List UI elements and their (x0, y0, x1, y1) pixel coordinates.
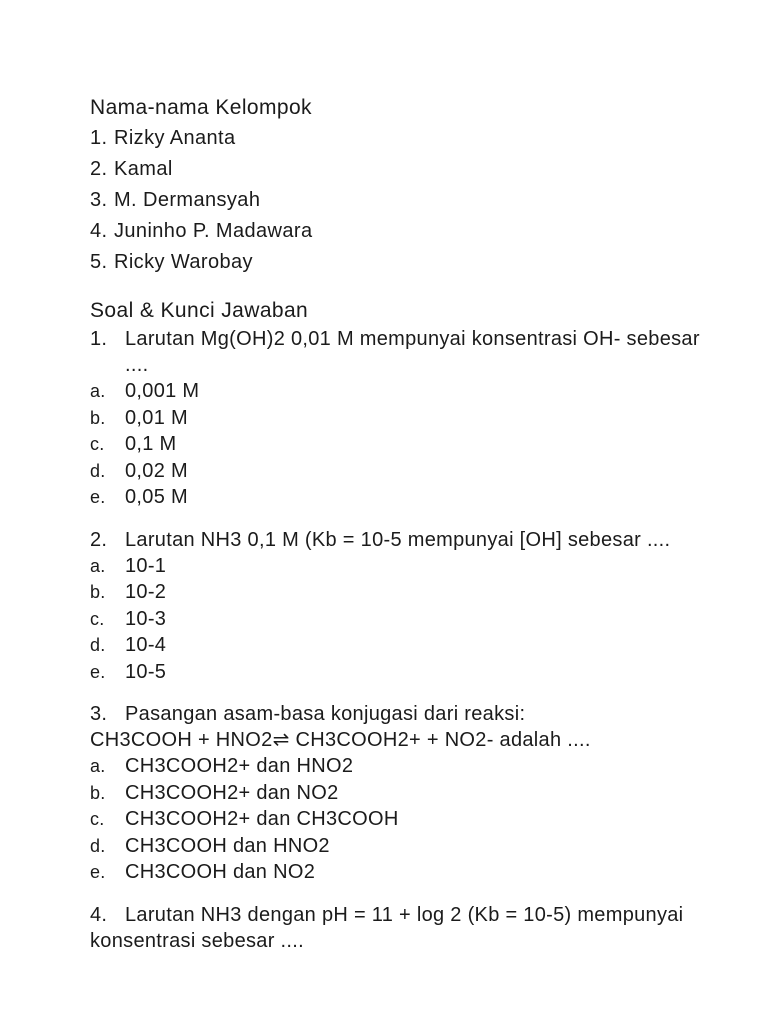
question-3-line (90, 701, 708, 727)
option-letter: a. (90, 555, 106, 576)
question-2-option-d (90, 632, 708, 659)
option-text: CH3COOH2+ dan NO2 (125, 781, 339, 804)
option-letter: d. (90, 835, 106, 856)
member-item (90, 247, 708, 278)
question-3-option-c (90, 806, 708, 833)
option-text: CH3COOH2+ dan CH3COOH (125, 808, 399, 830)
member-name: Kamal (114, 158, 173, 180)
option-text: 10-5 (125, 660, 167, 683)
member-number: 5. (90, 251, 108, 273)
question-4-line (90, 902, 708, 928)
question-2-option-b (90, 579, 708, 606)
question-2-option-e (90, 659, 708, 686)
member-name: Juninho P. Madawara (114, 220, 313, 242)
option-text: 10-3 (125, 607, 167, 630)
question-1-line (90, 326, 708, 378)
member-name: Ricky Warobay (114, 251, 253, 273)
section-title: Soal & Kunci Jawaban (90, 299, 309, 322)
member-item (90, 216, 708, 247)
option-letter: c. (90, 434, 105, 454)
member-item (90, 185, 708, 216)
question-3-option-e (90, 859, 708, 886)
member-item (90, 154, 708, 185)
question-1-option-d (90, 458, 708, 485)
option-letter: c. (90, 809, 105, 829)
option-text: CH3COOH dan NO2 (125, 861, 316, 883)
question-1 (90, 326, 708, 511)
option-text: 0,05 M (125, 486, 188, 508)
option-letter: a. (90, 756, 106, 776)
option-letter: a. (90, 381, 106, 401)
option-letter: d. (90, 460, 106, 481)
option-text: 10-1 (125, 554, 167, 577)
option-letter: e. (90, 862, 106, 882)
group-header: Nama-nama Kelompok (90, 96, 312, 119)
option-text: 10-4 (125, 634, 167, 656)
question-number: 1. (90, 328, 108, 350)
question-text: Larutan NH3 0,1 M (Kb = 10-5 mempunyai [OH] sebesar .... (125, 528, 671, 551)
option-text: 10-2 (125, 581, 167, 603)
question-number: 3. (90, 703, 108, 725)
option-text: 0,01 M (125, 406, 188, 429)
question-3 (90, 701, 708, 886)
document-content (90, 92, 708, 954)
question-text: Larutan Mg(OH)2 0,01 M mempunyai konsentrasi OH- sebesar .... (125, 328, 700, 376)
option-text: 0,001 M (125, 380, 200, 402)
member-name: Rizky Ananta (114, 127, 236, 149)
member-number: 2. (90, 158, 108, 180)
option-letter: c. (90, 608, 105, 629)
question-3-option-d (90, 833, 708, 860)
question-text: Pasangan asam-basa konjugasi dari reaksi: (125, 703, 526, 725)
question-1-option-a (90, 378, 708, 405)
option-text: 0,1 M (125, 433, 177, 455)
option-letter: e. (90, 661, 106, 682)
question-text: Larutan NH3 dengan pH = 11 + log 2 (Kb = 10-5) mempunyai (125, 903, 684, 926)
question-2-option-a (90, 553, 708, 580)
question-2-line (90, 527, 708, 553)
question-3-option-a (90, 753, 708, 780)
option-letter: e. (90, 487, 106, 507)
question-1-option-e (90, 484, 708, 511)
option-text: CH3COOH2+ dan HNO2 (125, 755, 354, 777)
question-2 (90, 527, 708, 686)
member-name: M. Dermansyah (114, 189, 261, 211)
option-letter: d. (90, 635, 106, 655)
member-list (90, 123, 708, 278)
question-3-reaction: CH3COOH + HNO2⇌ CH3COOH2+ + NO2- adalah .... (90, 729, 591, 751)
member-number: 4. (90, 220, 108, 242)
member-item (90, 123, 708, 154)
question-number: 4. (90, 903, 108, 926)
option-text: CH3COOH dan HNO2 (125, 834, 330, 857)
option-letter: b. (90, 582, 106, 602)
member-number: 3. (90, 189, 108, 211)
member-number: 1. (90, 127, 108, 149)
question-2-option-c (90, 606, 708, 633)
question-4 (90, 902, 708, 954)
option-letter: b. (90, 782, 106, 803)
question-4-continuation: konsentrasi sebesar .... (90, 929, 304, 952)
question-3-option-b (90, 780, 708, 807)
question-1-option-c (90, 431, 708, 458)
question-number: 2. (90, 528, 108, 551)
option-letter: b. (90, 407, 106, 428)
question-1-option-b (90, 405, 708, 432)
option-text: 0,02 M (125, 459, 188, 482)
